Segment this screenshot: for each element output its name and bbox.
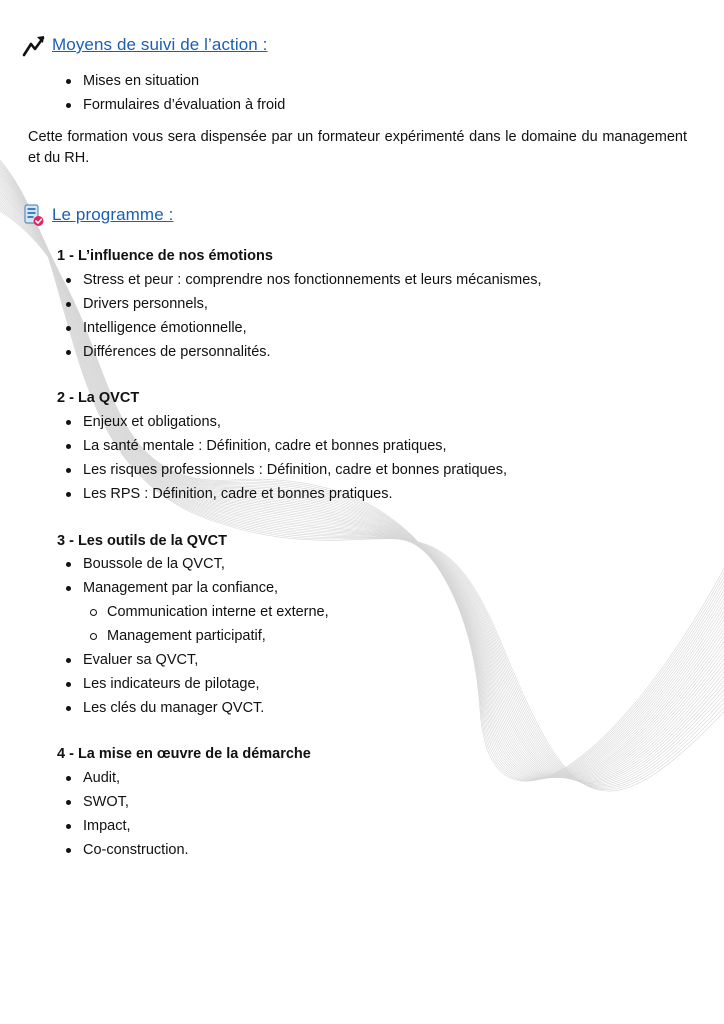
section-4-list bbox=[57, 766, 189, 862]
list-item: Formulaires d’évaluation à froid bbox=[57, 93, 285, 117]
list-item: Les clés du manager QVCT. bbox=[57, 696, 329, 720]
programme-heading bbox=[22, 203, 173, 227]
list-item: Mises en situation bbox=[57, 69, 285, 93]
list-item: Les risques professionnels : Définition, cadre et bonnes pratiques, bbox=[57, 458, 507, 482]
section-title: 2 - La QVCT bbox=[57, 390, 140, 406]
list-item: Les indicateurs de pilotage, bbox=[57, 672, 329, 696]
list-item: Impact, bbox=[57, 814, 189, 838]
section-title: 3 - Les outils de la QVCT bbox=[57, 533, 228, 549]
trend-arrow-icon bbox=[22, 33, 46, 57]
list-item: Audit, bbox=[57, 766, 189, 790]
list-item: Evaluer sa QVCT, bbox=[57, 648, 329, 672]
list-item: Boussole de la QVCT, bbox=[57, 552, 329, 576]
list-item: La santé mentale : Définition, cadre et bonnes pratiques, bbox=[57, 434, 507, 458]
list-item: Stress et peur : comprendre nos fonctionnements et leurs mécanismes, bbox=[57, 268, 542, 292]
list-item: Les RPS : Définition, cadre et bonnes pratiques. bbox=[57, 482, 507, 506]
moyens-heading bbox=[22, 33, 268, 57]
section-title: 1 - L’influence de nos émotions bbox=[57, 248, 273, 264]
moyens-title: Moyens de suivi de l’action : bbox=[52, 35, 268, 54]
checklist-icon bbox=[22, 203, 46, 227]
list-item: Intelligence émotionnelle, bbox=[57, 316, 542, 340]
list-item: Management par la confiance, bbox=[57, 576, 329, 600]
section-2-list bbox=[57, 410, 507, 506]
programme-title: Le programme : bbox=[52, 205, 174, 224]
moyens-list bbox=[57, 69, 285, 117]
sub-list-item: Management participatif, bbox=[57, 624, 329, 648]
list-item: Enjeux et obligations, bbox=[57, 410, 507, 434]
section-1-list bbox=[57, 268, 542, 364]
list-item: SWOT, bbox=[57, 790, 189, 814]
sub-list-item: Communication interne et externe, bbox=[57, 600, 329, 624]
list-item: Co-construction. bbox=[57, 838, 189, 862]
section-title: 4 - La mise en œuvre de la démarche bbox=[57, 746, 311, 762]
intro-paragraph: Cette formation vous sera dispensée par un formateur expérimenté dans le domaine du management et du RH. bbox=[28, 129, 687, 166]
list-item: Différences de personnalités. bbox=[57, 340, 542, 364]
section-3-list bbox=[57, 552, 329, 720]
list-item: Drivers personnels, bbox=[57, 292, 542, 316]
